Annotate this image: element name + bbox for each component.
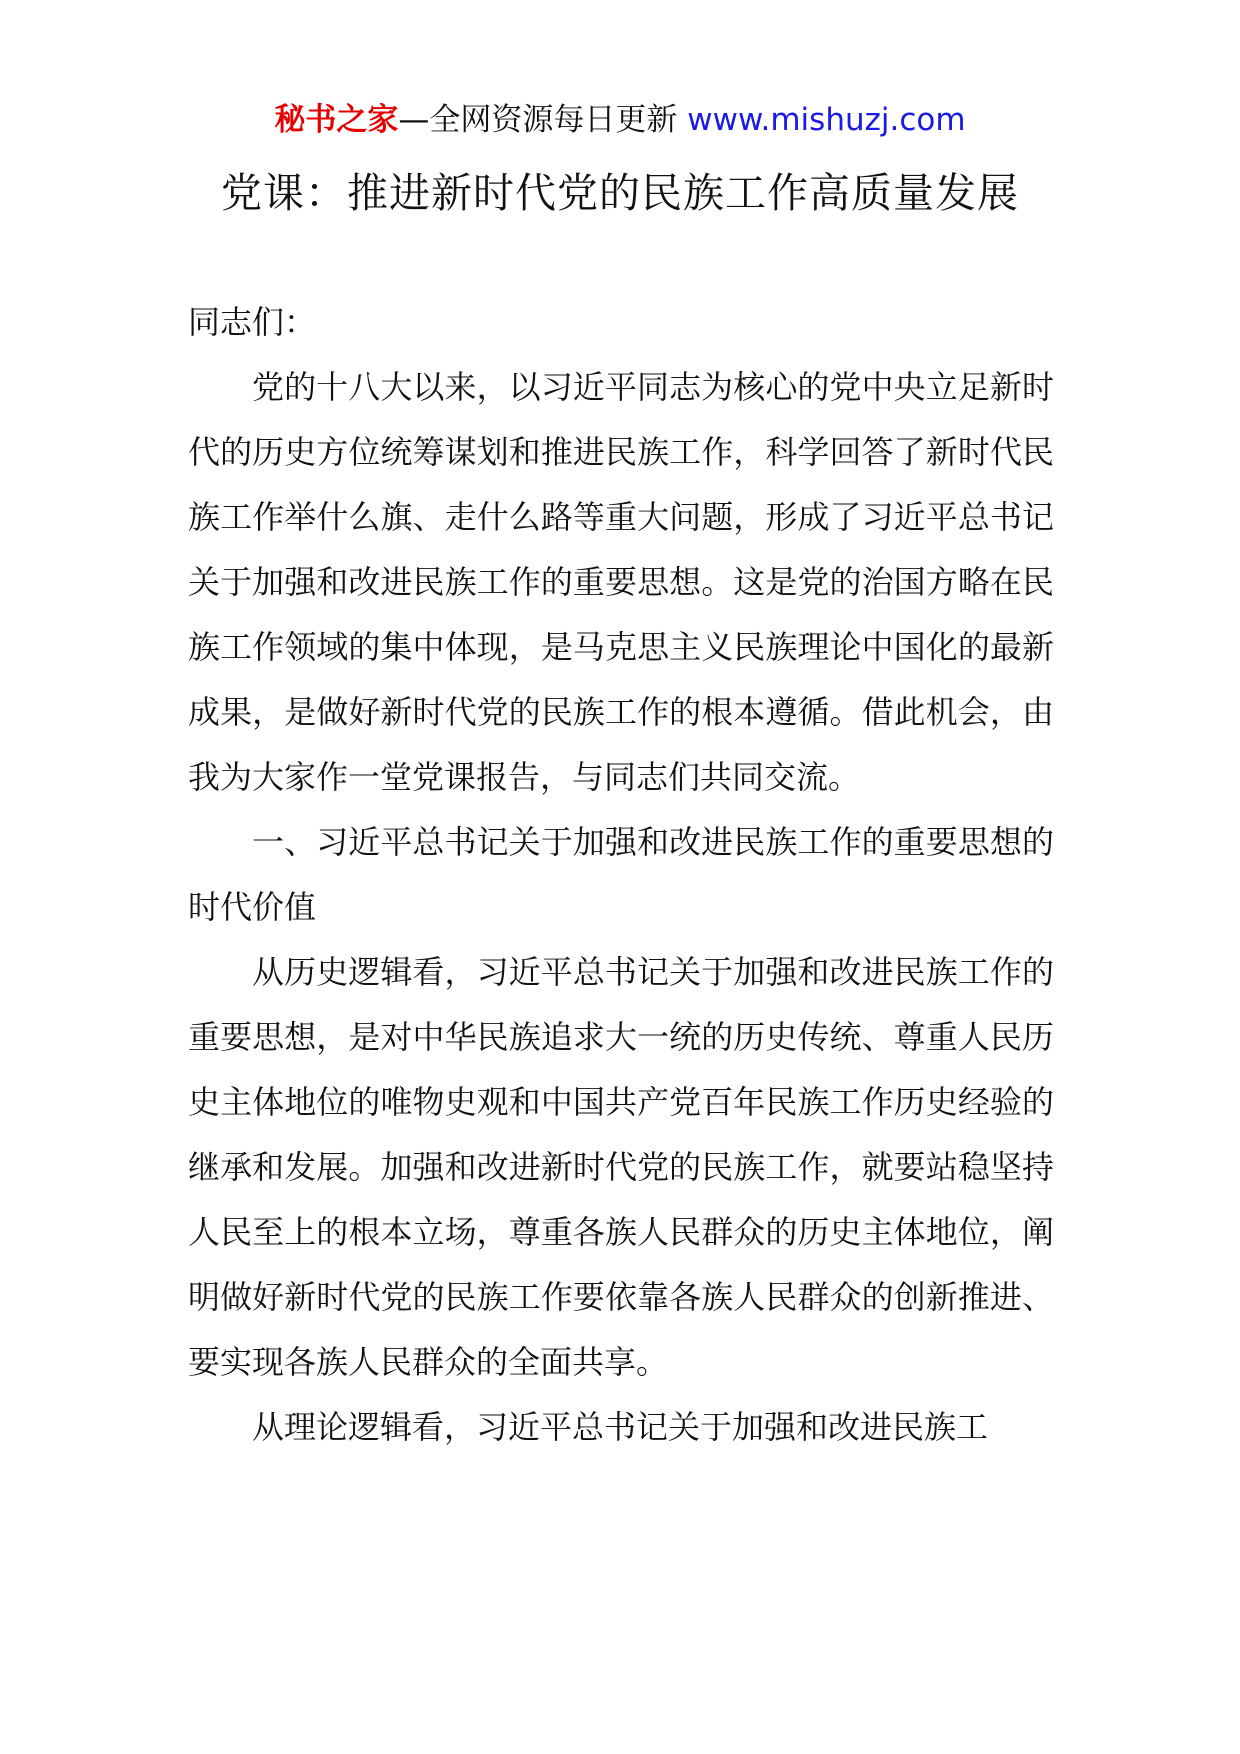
salutation: 同志们： (188, 303, 317, 341)
section-heading: 一、习近平总书记关于加强和改进民族工作的重要思想的时代价值 (188, 823, 1054, 926)
site-header (0, 98, 1240, 142)
site-tagline: —全网资源每日更新 (398, 102, 688, 138)
site-url[interactable]: www.mishuzj.com (687, 102, 966, 138)
paragraph-historical-logic: 从历史逻辑看，习近平总书记关于加强和改进民族工作的重要思想，是对中华民族追求大一统的历史传统、尊重人民历史主体地位的唯物史观和中国共产党百年民族工作历史经验的继承和发展。加强和改进新时代党的民族工作，就要站稳坚持人民至上的根本立场，尊重各族人民群众的历史主体地位，阐明做好新时代党的民族工作要依靠各族人民群众的创新推进、要实现各族人民群众的全面共享。 (188, 953, 1054, 1381)
paragraph-intro: 党的十八大以来，以习近平同志为核心的党中央立足新时代的历史方位统筹谋划和推进民族工作，科学回答了新时代民族工作举什么旗、走什么路等重大问题，形成了习近平总书记关于加强和改进民族工作的重要思想。这是党的治国方略在民族工作领域的集中体现，是马克思主义民族理论中国化的最新成果，是做好新时代党的民族工作的根本遵循。借此机会，由我为大家作一堂党课报告，与同志们共同交流。 (188, 368, 1054, 796)
site-brand: 秘书之家 (274, 102, 399, 138)
paragraph-theoretical-logic: 从理论逻辑看，习近平总书记关于加强和改进民族工 (252, 1408, 989, 1446)
document-title: 党课：推进新时代党的民族工作高质量发展 (221, 169, 1019, 217)
document-body (188, 290, 1054, 1460)
